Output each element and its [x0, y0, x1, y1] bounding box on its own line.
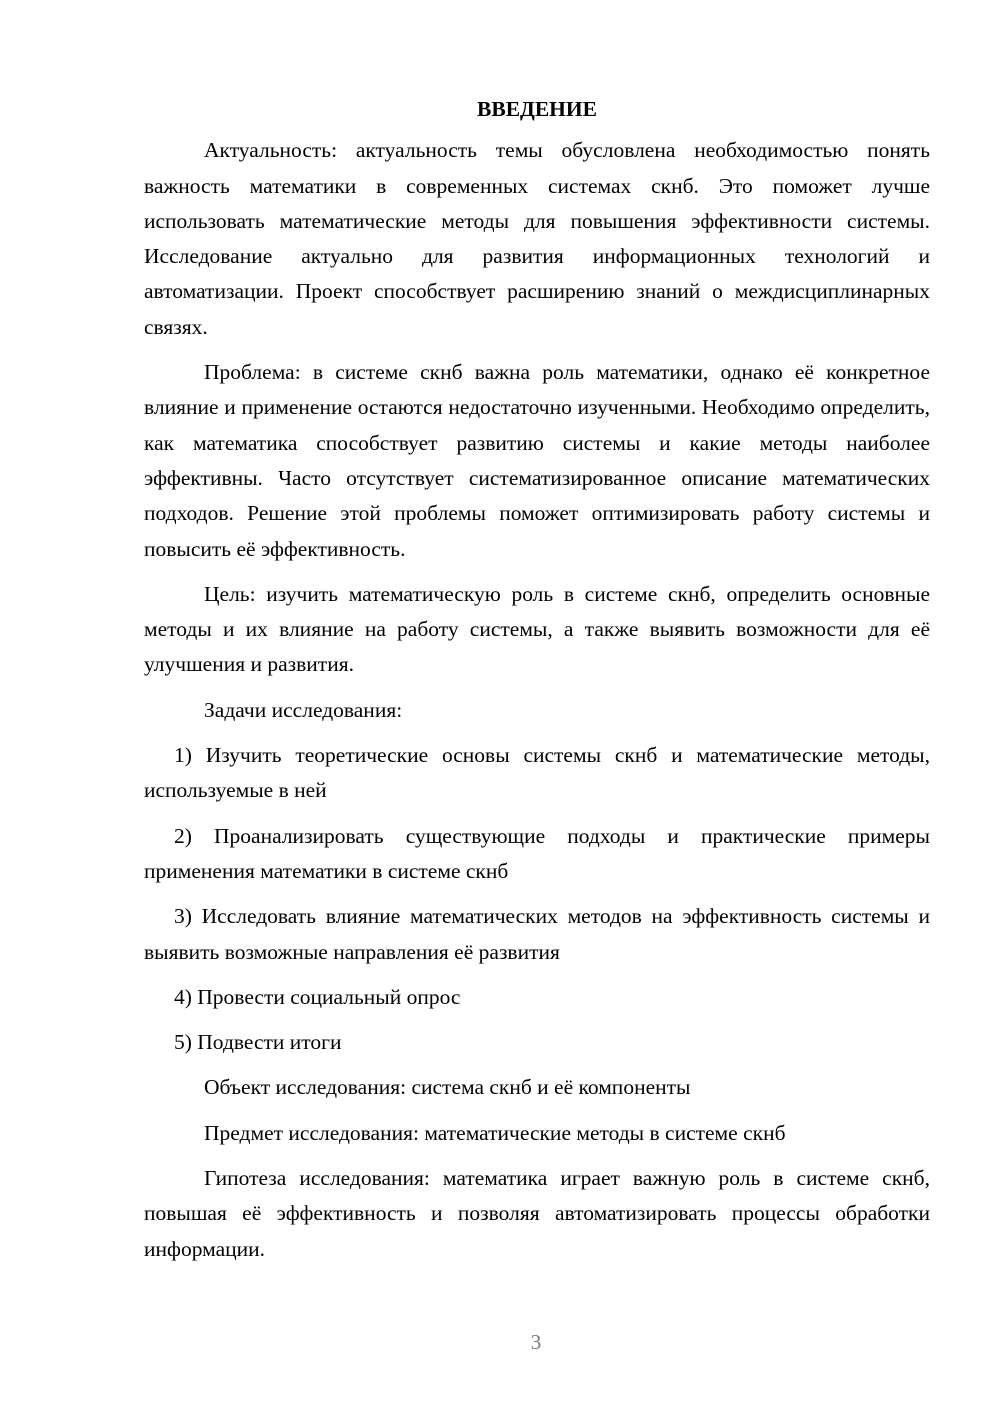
document-body	[144, 92, 930, 1277]
task-item-2: 2) Проанализировать существующие подходы и практические примеры применения математики в системе скнб	[144, 823, 930, 883]
subject-paragraph: Предмет исследования: математические методы в системе скнб	[204, 1120, 786, 1145]
relevance-paragraph: Актуальность: актуальность темы обусловлена необходимостью понять важность математики в современных системах скнб. Это поможет лучше использовать математические методы для повышения эффективности системы. Исследование актуально для развития информационных технологий и автоматизации. Проект способствует расширению знаний о междисциплинарных связях.	[144, 138, 930, 339]
task-item-5: 5) Подвести итоги	[174, 1030, 342, 1055]
problem-paragraph: Проблема: в системе скнб важна роль математики, однако её конкретное влияние и применение остаются недостаточно изученными. Необходимо определить, как математика способствует развитию системы и какие методы наиболее эффективны. Часто отсутствует систематизированное описание математических подходов. Решение этой проблемы поможет оптимизировать работу системы и повысить её эффективность.	[144, 360, 930, 561]
object-paragraph: Объект исследования: система скнб и её компоненты	[204, 1075, 691, 1100]
page-number: 3	[530, 1330, 542, 1354]
task-item-1: 1) Изучить теоретические основы системы скнб и математические методы, используемые в ней	[144, 743, 930, 803]
task-item-4: 4) Провести социальный опрос	[174, 984, 461, 1009]
tasks-list	[144, 738, 930, 1060]
section-title: ВВЕДЕНИЕ	[477, 97, 597, 121]
task-item-3: 3) Исследовать влияние математических методов на эффективность системы и выявить возможные направления её развития	[144, 904, 930, 964]
tasks-heading: Задачи исследования:	[204, 697, 403, 722]
goal-paragraph: Цель: изучить математическую роль в системе скнб, определить основные методы и их влияние на работу системы, а также выявить возможности для её улучшения и развития.	[144, 581, 930, 677]
hypothesis-paragraph: Гипотеза исследования: математика играет важную роль в системе скнб, повышая её эффективность и позволяя автоматизировать процессы обработки информации.	[144, 1166, 930, 1261]
